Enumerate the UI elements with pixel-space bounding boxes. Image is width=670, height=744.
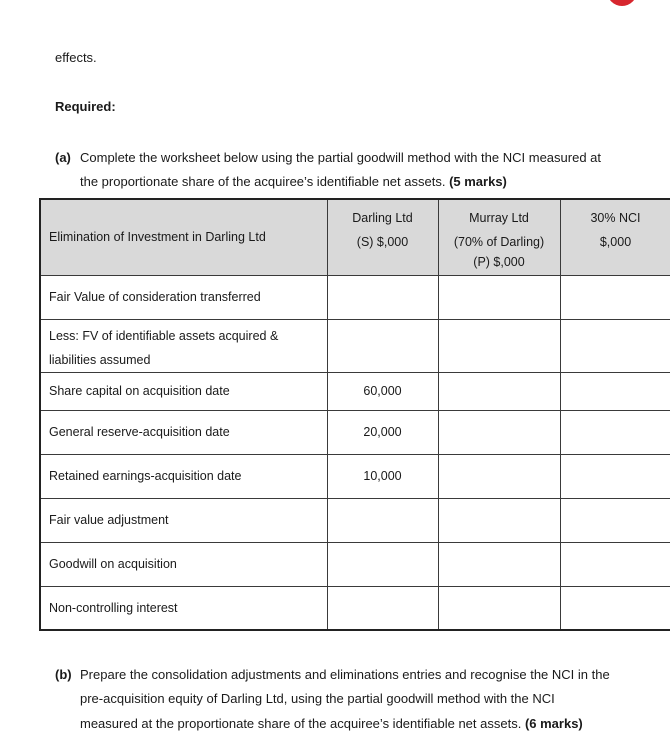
required-heading: Required: — [55, 99, 116, 114]
part-a-line2 — [80, 174, 507, 190]
cell-darling[interactable] — [327, 498, 438, 542]
cell-murray[interactable] — [438, 498, 560, 542]
row-label: Goodwill on acquisition — [40, 542, 327, 586]
row-label: Non-controlling interest — [40, 586, 327, 630]
header-murray — [438, 199, 560, 275]
header-murray-name: Murray Ltd — [469, 211, 529, 225]
cell-murray[interactable] — [438, 410, 560, 454]
cell-nci[interactable] — [560, 498, 670, 542]
cell-darling[interactable] — [327, 586, 438, 630]
part-b-marks: (6 marks) — [524, 716, 583, 731]
cell-nci[interactable] — [560, 319, 670, 372]
part-a-label: (a) — [55, 150, 71, 165]
part-a-line1: Complete the worksheet below using the partial goodwill method with the NCI measured at — [80, 150, 601, 165]
cell-darling[interactable] — [327, 319, 438, 372]
part-b-line2: pre-acquisition equity of Darling Ltd, using the partial goodwill method with the NCI — [80, 691, 555, 706]
cell-murray[interactable] — [438, 319, 560, 372]
table-row — [40, 498, 670, 542]
cell-nci[interactable] — [560, 372, 670, 410]
header-nci-unit: $,000 — [599, 235, 632, 249]
table-row — [40, 454, 670, 498]
header-murray-unit: (P) $,000 — [473, 255, 525, 269]
intro-trailing-text: effects. — [55, 50, 97, 65]
table-row — [40, 275, 670, 319]
header-nci-name: 30% NCI — [590, 211, 641, 225]
part-b-line3-text: measured at the proportionate share of the acquiree’s identifiable net assets. — [80, 716, 522, 731]
part-b-line3 — [80, 716, 583, 732]
table-row — [40, 372, 670, 410]
row-label-line2: liabilities assumed — [49, 352, 151, 367]
header-nci — [560, 199, 670, 275]
header-darling — [327, 199, 438, 275]
part-a-marks: (5 marks) — [449, 174, 507, 189]
header-murray-share: (70% of Darling) — [453, 235, 545, 249]
cell-nci[interactable] — [560, 454, 670, 498]
cell-nci[interactable] — [560, 542, 670, 586]
cell-murray[interactable] — [438, 275, 560, 319]
worksheet-table — [39, 198, 670, 631]
row-label-line1: Less: FV of identifiable assets acquired & — [49, 328, 279, 343]
part-b-line1: Prepare the consolidation adjustments and eliminations entries and recognise the NCI in the — [80, 667, 610, 682]
cell-nci[interactable] — [560, 275, 670, 319]
cell-darling[interactable]: 20,000 — [327, 410, 438, 454]
header-darling-name: Darling Ltd — [352, 211, 413, 225]
part-a-line2-text: the proportionate share of the acquiree’s identifiable net assets. — [80, 174, 446, 189]
cell-murray[interactable] — [438, 542, 560, 586]
cell-nci[interactable] — [560, 410, 670, 454]
table-row — [40, 319, 670, 372]
table-row — [40, 542, 670, 586]
table-header-row — [40, 199, 670, 275]
table-row — [40, 586, 670, 630]
row-label: Fair value adjustment — [40, 498, 327, 542]
cell-darling[interactable]: 10,000 — [327, 454, 438, 498]
table-row — [40, 410, 670, 454]
cell-murray[interactable] — [438, 586, 560, 630]
header-elimination: Elimination of Investment in Darling Ltd — [40, 199, 327, 275]
cell-darling[interactable] — [327, 542, 438, 586]
row-label — [40, 319, 327, 372]
cell-darling[interactable] — [327, 275, 438, 319]
row-label: Retained earnings-acquisition date — [40, 454, 327, 498]
part-b-label: (b) — [55, 667, 72, 682]
header-darling-unit: (S) $,000 — [356, 235, 409, 249]
cell-murray[interactable] — [438, 454, 560, 498]
cell-darling[interactable]: 60,000 — [327, 372, 438, 410]
row-label: Fair Value of consideration transferred — [40, 275, 327, 319]
university-seal-logo — [606, 0, 638, 10]
cell-murray[interactable] — [438, 372, 560, 410]
row-label: Share capital on acquisition date — [40, 372, 327, 410]
cell-nci[interactable] — [560, 586, 670, 630]
row-label: General reserve-acquisition date — [40, 410, 327, 454]
